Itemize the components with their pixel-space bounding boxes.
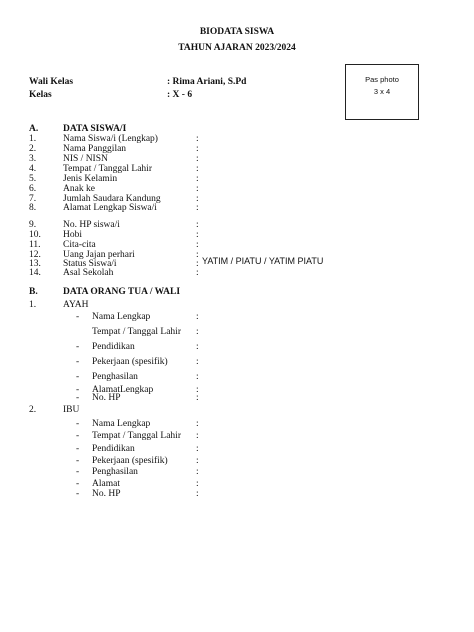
field-label: Status Siswa/i: [63, 259, 117, 269]
ibu-title: IBU: [63, 405, 80, 415]
field-number: 8.: [29, 203, 37, 213]
field-dash: -: [76, 489, 80, 499]
status-options: YATIM / PIATU / YATIM PIATU: [202, 256, 324, 266]
field-colon: :: [196, 203, 199, 213]
field-colon: :: [196, 268, 199, 278]
field-number: 12.: [29, 250, 41, 260]
field-colon: :: [196, 327, 199, 337]
field-dash: -: [76, 456, 80, 466]
field-dash: -: [76, 444, 80, 454]
field-number: 5.: [29, 174, 37, 184]
field-number: 1.: [29, 134, 37, 144]
field-label: Uang Jajan perhari: [63, 250, 135, 260]
field-label: AlamatLengkap: [92, 385, 154, 395]
field-dash: -: [76, 312, 80, 322]
field-colon: :: [196, 194, 199, 204]
field-label: Alamat Lengkap Siswa/i: [63, 203, 157, 213]
section-a-title: DATA SISWA/I: [63, 124, 127, 134]
field-colon: :: [196, 154, 199, 164]
pas-photo-label: Pas photo: [365, 75, 399, 84]
field-colon: :: [196, 357, 199, 367]
field-label: Hobi: [63, 230, 82, 240]
field-dash: -: [76, 431, 80, 441]
document-subtitle: TAHUN AJARAN 2023/2024: [178, 43, 296, 53]
field-label: No. HP siswa/i: [63, 220, 120, 230]
section-b-letter: B.: [29, 287, 38, 297]
field-label: No. HP: [92, 489, 121, 499]
field-number: 7.: [29, 194, 37, 204]
field-colon: :: [196, 230, 199, 240]
section-b-title: DATA ORANG TUA / WALI: [63, 287, 181, 297]
field-colon: :: [196, 419, 199, 429]
field-colon: :: [196, 372, 199, 382]
field-colon: :: [196, 134, 199, 144]
kelas-value: : X - 6: [167, 90, 193, 100]
field-number: 4.: [29, 164, 37, 174]
field-colon: :: [196, 467, 199, 477]
field-number: 2.: [29, 144, 37, 154]
document-title: BIODATA SISWA: [199, 27, 275, 37]
field-colon: :: [196, 174, 199, 184]
field-dash: -: [76, 479, 80, 489]
field-colon: :: [196, 456, 199, 466]
wali-kelas-label: Wali Kelas: [29, 77, 74, 87]
kelas-label: Kelas: [29, 90, 52, 100]
field-label: Pendidikan: [92, 444, 135, 454]
field-colon: :: [196, 385, 199, 395]
field-dash: -: [76, 385, 80, 395]
field-label: Pekerjaan (spesifik): [92, 357, 168, 367]
field-label: Cita-cita: [63, 240, 96, 250]
field-colon: :: [196, 393, 199, 403]
field-label: Anak ke: [63, 184, 95, 194]
pas-photo-box: [345, 64, 419, 120]
field-dash: -: [76, 372, 80, 382]
field-label: Asal Sekolah: [63, 268, 114, 278]
pas-photo-size: 3 x 4: [373, 87, 391, 96]
field-label: Nama Siswa/i (Lengkap): [63, 134, 158, 144]
field-dash: -: [76, 357, 80, 367]
field-dash: -: [76, 419, 80, 429]
field-colon: :: [196, 184, 199, 194]
field-dash: -: [76, 467, 80, 477]
field-colon: :: [196, 431, 199, 441]
ayah-number: 1.: [29, 300, 37, 310]
field-dash: -: [76, 342, 80, 352]
field-label: Jumlah Saudara Kandung: [63, 194, 161, 204]
field-label: Jenis Kelamin: [63, 174, 118, 184]
ibu-number: 2.: [29, 405, 37, 415]
field-colon: :: [196, 144, 199, 154]
field-label: Penghasilan: [92, 372, 138, 382]
field-dash: -: [76, 393, 80, 403]
field-colon: :: [196, 444, 199, 454]
field-label: Nama Lengkap: [92, 312, 151, 322]
wali-kelas-value: : Rima Ariani, S.Pd: [167, 77, 247, 87]
field-colon: :: [196, 164, 199, 174]
field-label: Pendidikan: [92, 342, 135, 352]
field-number: 11.: [29, 240, 41, 250]
field-colon: :: [196, 342, 199, 352]
field-number: 10.: [29, 230, 41, 240]
field-colon: :: [196, 240, 199, 250]
field-colon: :: [196, 250, 199, 260]
field-label: NIS / NISN: [63, 154, 108, 164]
field-label: Penghasilan: [92, 467, 138, 477]
section-a-letter: A.: [29, 124, 39, 134]
field-colon: :: [196, 312, 199, 322]
field-colon: :: [196, 220, 199, 230]
field-colon: :: [196, 489, 199, 499]
field-label: Tempat / Tanggal Lahir: [92, 431, 181, 441]
field-label: Nama Panggilan: [63, 144, 127, 154]
field-number: 14.: [29, 268, 41, 278]
field-label: Pekerjaan (spesifik): [92, 456, 168, 466]
field-number: 9.: [29, 220, 37, 230]
field-colon: :: [196, 479, 199, 489]
field-label: Nama Lengkap: [92, 419, 151, 429]
field-number: 6.: [29, 184, 37, 194]
field-label: No. HP: [92, 393, 121, 403]
field-number: 13.: [29, 259, 41, 269]
field-label: Alamat: [92, 479, 120, 489]
field-label: Tempat / Tanggal Lahir: [92, 327, 181, 337]
ayah-title: AYAH: [63, 300, 89, 310]
field-number: 3.: [29, 154, 37, 164]
field-colon: :: [196, 259, 199, 269]
field-label: Tempat / Tanggal Lahir: [63, 164, 152, 174]
